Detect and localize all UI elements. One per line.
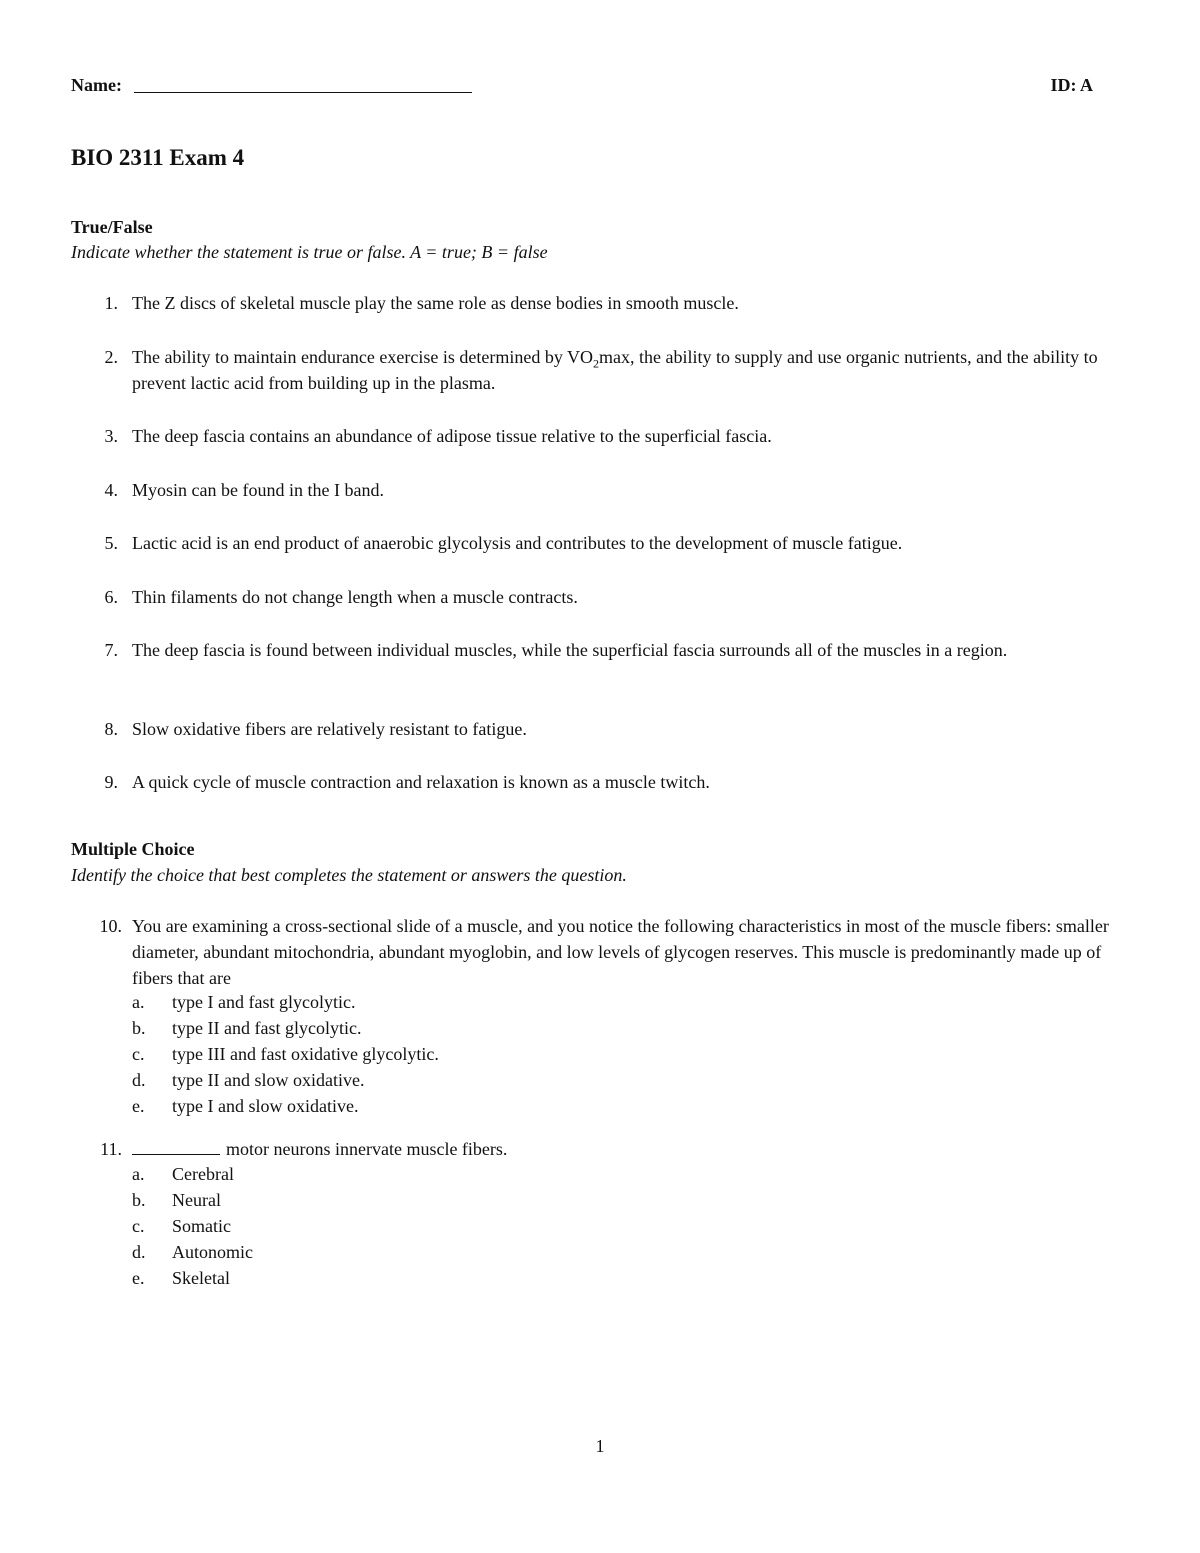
question-number: 2. bbox=[104, 347, 118, 367]
question-number: 9. bbox=[104, 772, 118, 792]
id-label: ID: A bbox=[1050, 75, 1093, 95]
choice-letter: c. bbox=[132, 1216, 145, 1236]
choice-text: type III and fast oxidative glycolytic. bbox=[172, 1044, 439, 1064]
question-number: 1. bbox=[104, 293, 118, 313]
question-text: Lactic acid is an end product of anaerobic glycolysis and contributes to the development of muscle fatigue. bbox=[132, 533, 903, 553]
question-number: 11. bbox=[100, 1139, 122, 1159]
choice-letter: d. bbox=[132, 1242, 146, 1262]
choice-letter: b. bbox=[132, 1190, 146, 1210]
true-false-instructions: Indicate whether the statement is true or false. A = true; B = false bbox=[71, 242, 548, 262]
choice-letter: d. bbox=[132, 1070, 146, 1090]
question-text: A quick cycle of muscle contraction and relaxation is known as a muscle twitch. bbox=[132, 772, 710, 792]
name-blank-line bbox=[134, 92, 472, 93]
choice-text: type I and fast glycolytic. bbox=[172, 992, 356, 1012]
question-text: The ability to maintain endurance exercise is determined by $VO_2\max$, the ability to supply and use organic nutrients, and the ability to prevent lactic acid from building up in the plasma. bbox=[132, 347, 1098, 393]
question-text: The deep fascia contains an abundance of adipose tissue relative to the superficial fascia. bbox=[132, 426, 772, 446]
choice-text: type I and slow oxidative. bbox=[172, 1096, 359, 1116]
question-number: 3. bbox=[104, 426, 118, 446]
multiple-choice-instructions: Identify the choice that best completes the statement or answers the question. bbox=[71, 865, 627, 885]
question-text: You are examining a cross-sectional slide of a muscle, and you notice the following characteristics in most of the muscle fibers: smaller diameter, abundant mitochondria, abundant myoglobin, and low levels of glycogen reserves. This muscle is predominantly made up of fibers that are bbox=[132, 916, 1109, 988]
choice-text: type II and fast glycolytic. bbox=[172, 1018, 362, 1038]
question-number: 6. bbox=[104, 587, 118, 607]
exam-title: BIO 2311 Exam 4 bbox=[71, 145, 245, 170]
name-label: Name: bbox=[71, 75, 122, 95]
choice-letter: e. bbox=[132, 1268, 145, 1288]
question-text: Myosin can be found in the I band. bbox=[132, 480, 384, 500]
subscript: 2 bbox=[593, 356, 600, 371]
choice-a[interactable] bbox=[132, 989, 1132, 1015]
question-text: The deep fascia is found between individual muscles, while the superficial fascia surrounds all of the muscles in a region. bbox=[132, 640, 1008, 660]
question-text: Thin filaments do not change length when a muscle contracts. bbox=[132, 587, 578, 607]
choice-text: type II and slow oxidative. bbox=[172, 1070, 365, 1090]
choice-text: Skeletal bbox=[172, 1268, 230, 1288]
mc-10-choices bbox=[132, 989, 1132, 1119]
question-text: The Z discs of skeletal muscle play the same role as dense bodies in smooth muscle. bbox=[132, 293, 739, 313]
choice-c[interactable] bbox=[132, 1213, 1132, 1239]
choice-d[interactable] bbox=[132, 1067, 1132, 1093]
choice-letter: e. bbox=[132, 1096, 145, 1116]
choice-e[interactable] bbox=[132, 1093, 1132, 1119]
choice-letter: b. bbox=[132, 1018, 146, 1038]
question-number: 7. bbox=[104, 640, 118, 660]
choice-text: Cerebral bbox=[172, 1164, 234, 1184]
question-text: Slow oxidative fibers are relatively resistant to fatigue. bbox=[132, 719, 527, 739]
choice-text: Autonomic bbox=[172, 1242, 253, 1262]
question-text: motor neurons innervate muscle fibers. bbox=[226, 1139, 508, 1159]
choice-text: Somatic bbox=[172, 1216, 231, 1236]
true-false-title: True/False bbox=[71, 217, 153, 237]
question-number: 5. bbox=[104, 533, 118, 553]
choice-letter: a. bbox=[132, 1164, 145, 1184]
choice-b[interactable] bbox=[132, 1187, 1132, 1213]
mc-11-choices bbox=[132, 1161, 1132, 1291]
question-number: 8. bbox=[104, 719, 118, 739]
answer-blank bbox=[132, 1136, 220, 1155]
choice-e[interactable] bbox=[132, 1265, 1132, 1291]
multiple-choice-title: Multiple Choice bbox=[71, 839, 195, 859]
question-number: 10. bbox=[99, 916, 122, 936]
choice-text: Neural bbox=[172, 1190, 221, 1210]
page-number: 1 bbox=[595, 1436, 605, 1456]
question-text-row bbox=[132, 1136, 1132, 1162]
choice-c[interactable] bbox=[132, 1041, 1132, 1067]
header bbox=[71, 72, 1093, 100]
choice-d[interactable] bbox=[132, 1239, 1132, 1265]
choice-letter: c. bbox=[132, 1044, 145, 1064]
choice-a[interactable] bbox=[132, 1161, 1132, 1187]
choice-b[interactable] bbox=[132, 1015, 1132, 1041]
choice-letter: a. bbox=[132, 992, 145, 1012]
question-number: 4. bbox=[104, 480, 118, 500]
